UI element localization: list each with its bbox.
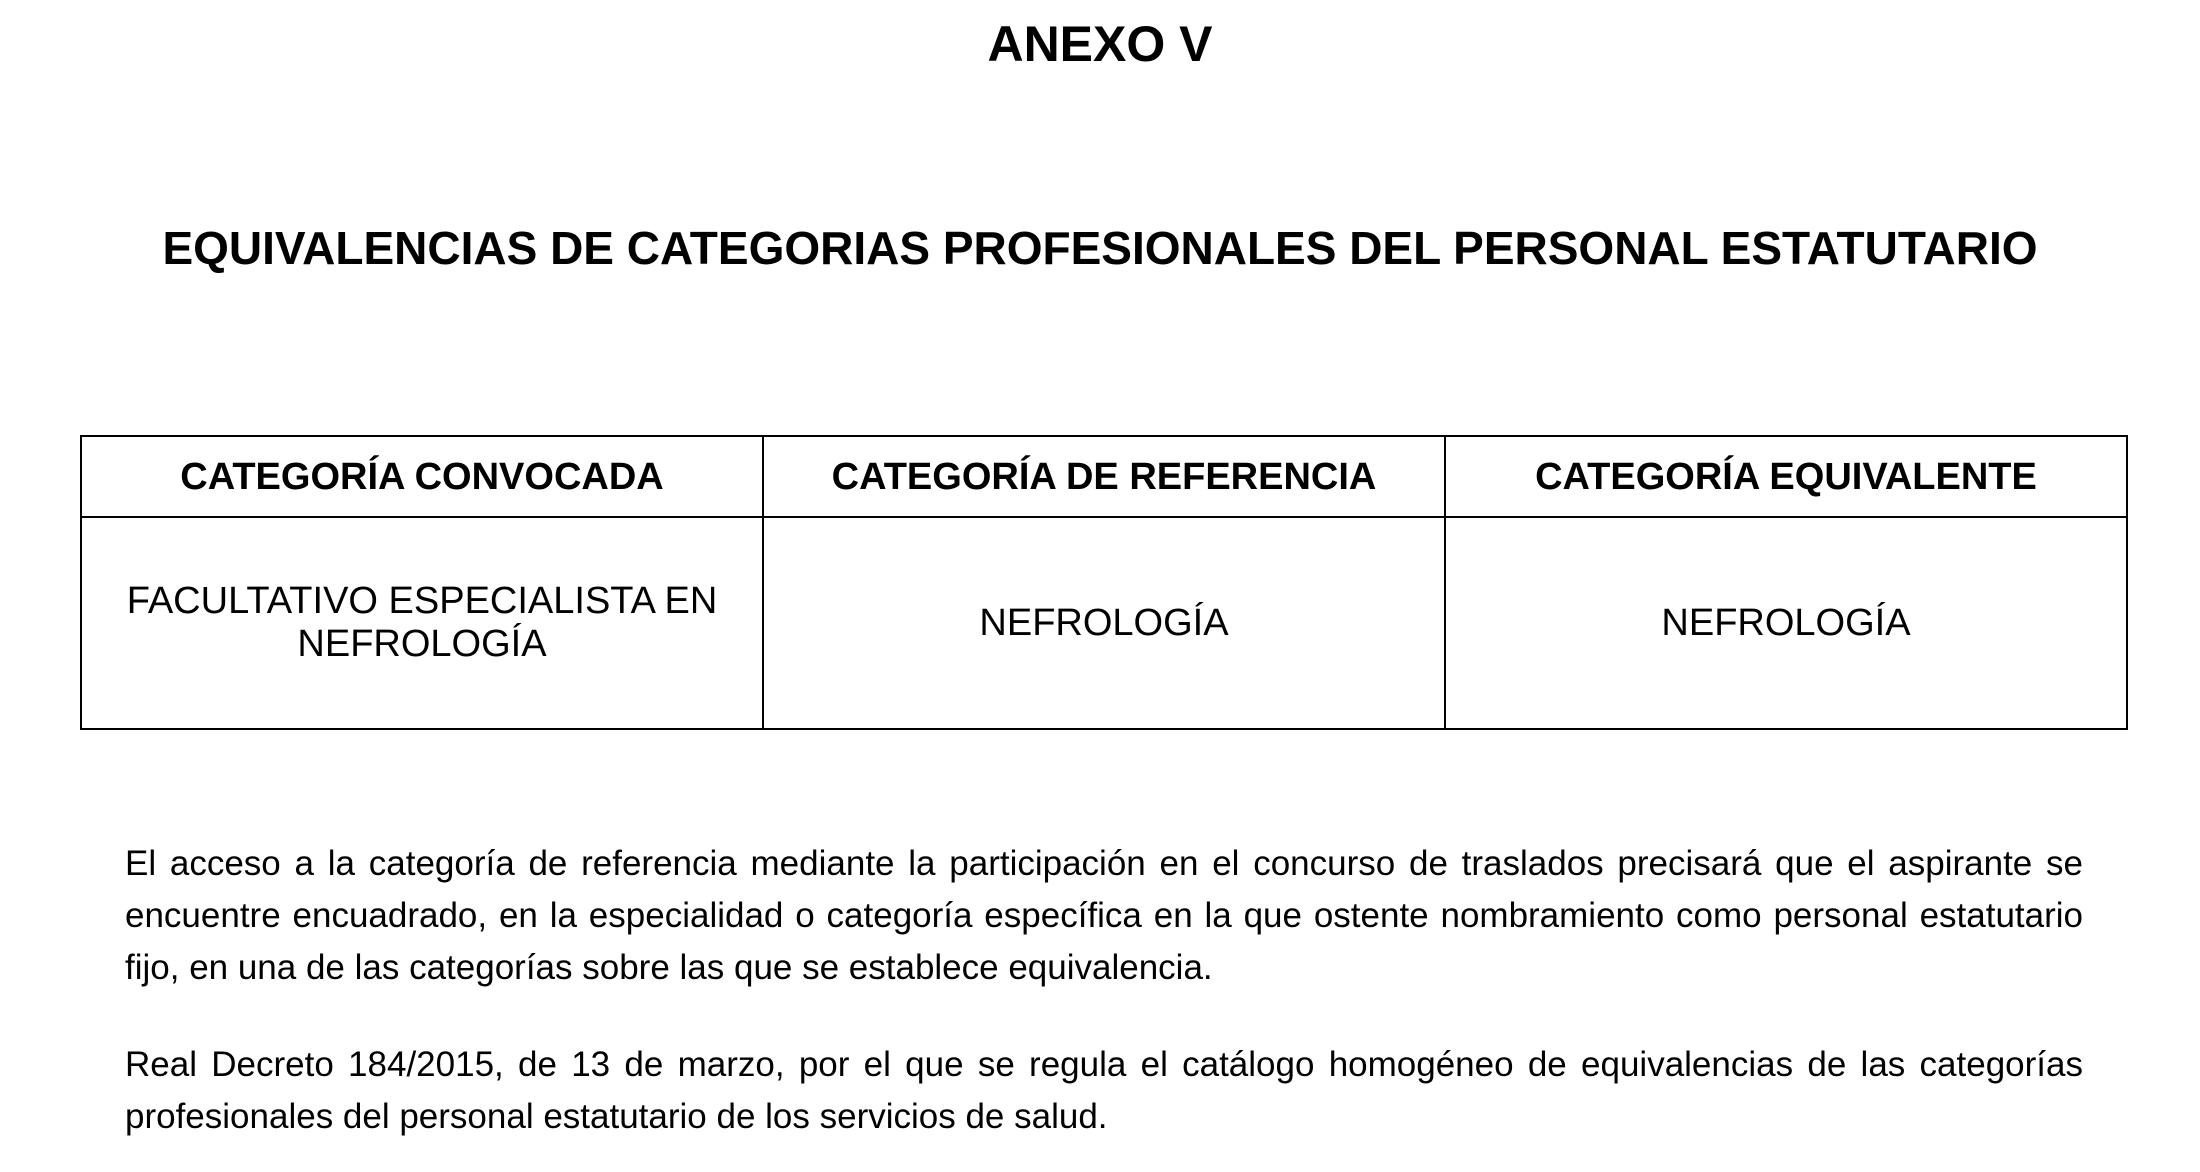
access-paragraph: El acceso a la categoría de referencia mediante la participación en el concurso de traslados precisará que el aspirante se encuentre encuadrado, en la especialidad o categoría específica en la que ostente nombramiento como personal estatutario fijo, en una de las categorías sobre las que se establece equivalencia.	[125, 844, 2083, 987]
annex-title: ANEXO V	[987, 16, 1213, 72]
cell-categoria-referencia: NEFROLOGÍA	[763, 517, 1445, 729]
header-categoria-convocada: CATEGORÍA CONVOCADA	[81, 436, 763, 517]
document-title: EQUIVALENCIAS DE CATEGORIAS PROFESIONALES DEL PERSONAL ESTATUTARIO	[162, 222, 2038, 274]
legal-reference-paragraph: Real Decreto 184/2015, de 13 de marzo, por el que se regula el catálogo homogéneo de equivalencias de las categorías profesionales del personal estatutario de los servicios de salud.	[125, 1045, 2083, 1136]
header-categoria-referencia: CATEGORÍA DE REFERENCIA	[763, 436, 1445, 517]
table-header-row	[81, 436, 2127, 517]
cell-categoria-equivalente: NEFROLOGÍA	[1445, 517, 2127, 729]
equivalence-table	[80, 435, 2128, 730]
header-categoria-equivalente: CATEGORÍA EQUIVALENTE	[1445, 436, 2127, 517]
cell-categoria-convocada: FACULTATIVO ESPECIALISTA EN NEFROLOGÍA	[81, 517, 763, 729]
table-row	[81, 517, 2127, 729]
